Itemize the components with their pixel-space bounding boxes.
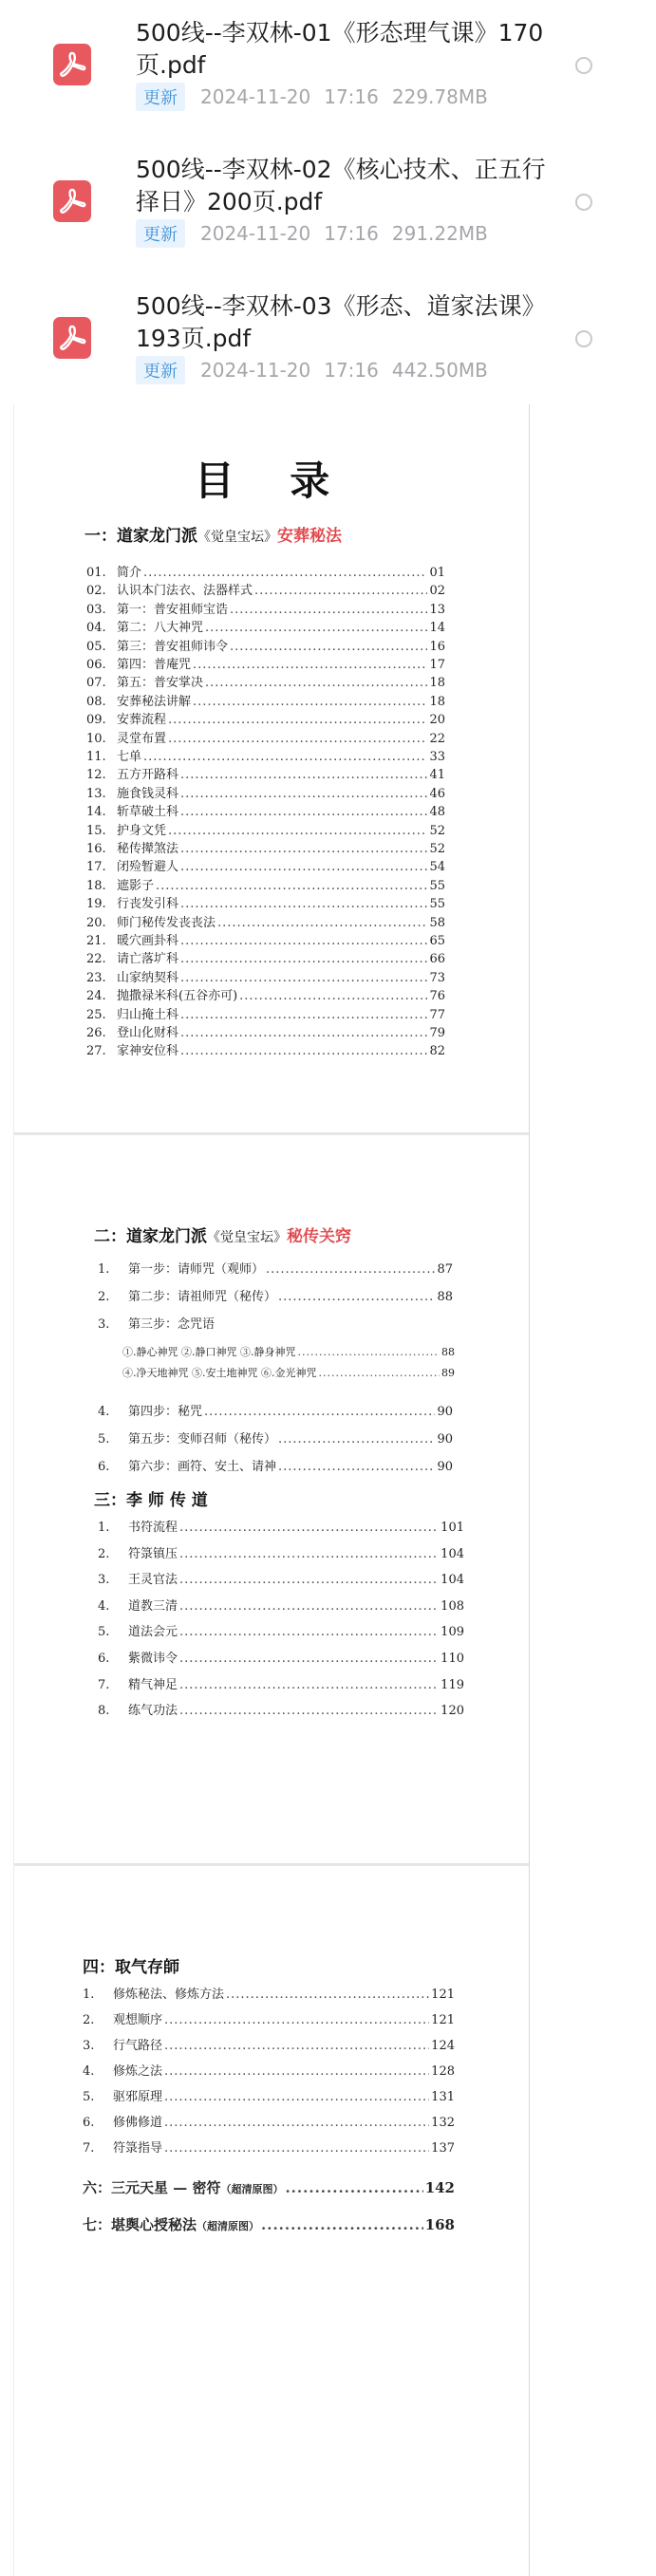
toc-num: 6. xyxy=(83,2116,95,2130)
toc-paren: （超清原图） xyxy=(197,2220,260,2232)
toc-label: 道教三清 xyxy=(128,1598,178,1614)
toc-leader xyxy=(156,879,427,893)
toc-row xyxy=(86,967,445,985)
file-name: 500线--李双林-03《形态、道家法课》193页.pdf xyxy=(136,292,546,352)
toc-page: 14 xyxy=(429,621,445,636)
toc-page: 55 xyxy=(429,878,445,893)
toc-row xyxy=(86,801,445,819)
doc-page-3 xyxy=(13,1866,530,2576)
toc-leader xyxy=(180,934,427,948)
toc-leader xyxy=(205,621,427,635)
toc-page: 88 xyxy=(441,1346,455,1358)
toc-leader xyxy=(180,842,427,856)
toc-leader xyxy=(179,1704,439,1718)
toc-label: 归山掩土科 xyxy=(117,1007,179,1022)
toc-label: 符箓指导 xyxy=(113,2141,163,2156)
toc-row xyxy=(98,1286,453,1304)
file-size: 442.50MB xyxy=(391,359,488,382)
toc-num: 24. xyxy=(86,989,106,1004)
toc-leader xyxy=(285,2179,422,2196)
file-time: 17:16 xyxy=(324,359,379,382)
toc-title: 目 录 xyxy=(194,457,351,504)
file-date: 2024-11-20 xyxy=(200,359,311,382)
toc-num: 6. xyxy=(98,1652,110,1666)
toc-page: 55 xyxy=(429,897,445,912)
toc-num: 23. xyxy=(86,970,106,985)
toc-num: 16. xyxy=(86,842,106,856)
toc-num: 06. xyxy=(86,658,106,672)
toc-num: 2. xyxy=(98,1546,110,1561)
toc-label: 安葬流程 xyxy=(117,713,167,728)
toc-leader xyxy=(261,2216,423,2233)
toc-leader xyxy=(164,2116,429,2130)
toc-page: 65 xyxy=(429,934,445,948)
toc-row xyxy=(86,912,445,930)
toc-label: 简介 xyxy=(117,566,142,580)
toc-leader xyxy=(179,1678,439,1692)
file-item-2[interactable] xyxy=(0,137,656,273)
toc-num: 1. xyxy=(98,1262,110,1277)
file-time: 17:16 xyxy=(324,85,379,108)
toc-label: 施食钱灵科 xyxy=(117,786,179,801)
toc-page: 121 xyxy=(431,2013,455,2027)
toc-row xyxy=(98,1314,453,1332)
pdf-icon xyxy=(53,317,91,359)
toc-leader xyxy=(179,1625,439,1639)
toc-leader xyxy=(230,603,427,617)
toc-row xyxy=(122,1365,455,1380)
toc-num: 22. xyxy=(86,952,106,967)
section-heading: 一：道家龙门派《觉皇宝坛》安葬秘法 xyxy=(84,527,342,546)
toc-leader xyxy=(180,805,427,819)
file-meta xyxy=(136,84,488,110)
toc-row xyxy=(98,1648,464,1666)
toc-leader xyxy=(143,750,427,764)
toc-label: 第一：普安祖师宝诰 xyxy=(117,602,229,617)
toc-num: 07. xyxy=(86,676,106,691)
toc-row xyxy=(98,1456,453,1474)
toc-leader xyxy=(180,952,427,966)
toc-leader xyxy=(164,2090,429,2104)
toc-label: 遮影子 xyxy=(117,878,155,893)
toc-num: 4. xyxy=(83,2064,95,2079)
toc-label: 七：堪舆心授秘法 xyxy=(83,2216,197,2233)
toc-label: 灵堂布置 xyxy=(117,731,167,746)
toc-leader xyxy=(180,768,427,782)
section-heading: 四：取气存師 xyxy=(83,1958,179,1977)
toc-row xyxy=(86,783,445,801)
toc-row xyxy=(86,930,445,948)
toc-leader xyxy=(204,1405,435,1419)
toc-label: 第二步：请祖师咒（秘传） xyxy=(128,1290,277,1304)
toc-leader xyxy=(205,676,427,690)
toc-page: 01 xyxy=(429,566,445,580)
toc-page: 73 xyxy=(429,970,445,985)
toc-page: 124 xyxy=(431,2039,455,2053)
toc-row xyxy=(86,691,445,709)
toc-num: 08. xyxy=(86,694,106,709)
toc-leader xyxy=(180,1026,427,1040)
toc-num: 09. xyxy=(86,713,106,728)
toc-page: 52 xyxy=(429,842,445,856)
toc-leader xyxy=(239,989,427,1003)
toc-page: 33 xyxy=(429,750,445,764)
file-item-1[interactable] xyxy=(0,0,656,137)
toc-page: 109 xyxy=(440,1625,464,1640)
toc-page: 137 xyxy=(431,2141,455,2156)
update-badge: 更新 xyxy=(136,83,185,111)
toc-num: 11. xyxy=(86,750,106,764)
radio-icon[interactable] xyxy=(575,57,592,74)
toc-row xyxy=(98,1700,464,1718)
toc-num: 8. xyxy=(98,1704,110,1719)
toc-num: 3. xyxy=(83,2039,95,2053)
toc-row xyxy=(83,2009,455,2027)
file-size: 291.22MB xyxy=(391,222,488,245)
toc-page: 89 xyxy=(441,1367,455,1379)
toc-leader xyxy=(179,1547,439,1561)
toc-page: 52 xyxy=(429,823,445,838)
toc-page: 108 xyxy=(440,1598,464,1614)
toc-page: 18 xyxy=(429,694,445,709)
toc-num: 4. xyxy=(98,1598,110,1614)
toc-num: 12. xyxy=(86,768,106,783)
toc-num: 4. xyxy=(98,1405,110,1419)
file-meta xyxy=(136,220,488,247)
section-heading: 二：道家龙门派《觉皇宝坛》秘传关窍 xyxy=(94,1227,351,1246)
toc-label: 道法会元 xyxy=(128,1625,178,1640)
toc-leader xyxy=(278,1460,435,1474)
toc-page: 18 xyxy=(429,676,445,691)
toc-row xyxy=(86,562,445,580)
toc-page: 87 xyxy=(437,1262,453,1277)
toc-leader xyxy=(168,824,427,838)
toc-num: 3. xyxy=(98,1573,110,1588)
toc-page: 142 xyxy=(424,2179,455,2196)
toc-row xyxy=(86,838,445,856)
toc-page: 119 xyxy=(440,1677,464,1692)
update-badge: 更新 xyxy=(136,219,185,248)
toc-num: 01. xyxy=(86,566,106,580)
radio-icon[interactable] xyxy=(575,330,592,347)
toc-row xyxy=(86,1004,445,1022)
toc-label: 修佛修道 xyxy=(113,2116,163,2130)
toc-page: 104 xyxy=(440,1573,464,1588)
toc-label: 五方开路科 xyxy=(117,768,179,783)
toc-page: 121 xyxy=(431,1988,455,2002)
toc-num: 02. xyxy=(86,584,106,599)
toc-label: 家神安位科 xyxy=(117,1044,179,1059)
toc-num: 15. xyxy=(86,823,106,838)
toc-leader xyxy=(164,2141,429,2156)
toc-leader xyxy=(179,1521,439,1535)
toc-label: 精气神足 xyxy=(128,1677,178,1692)
toc-label: 紫微讳令 xyxy=(128,1652,178,1666)
toc-leader xyxy=(226,1988,429,2002)
toc-label: 第三：普安祖师讳令 xyxy=(117,639,229,654)
toc-page: 46 xyxy=(429,786,445,801)
toc-page: 16 xyxy=(429,639,445,654)
toc-label: 第四：普庵咒 xyxy=(117,658,192,672)
toc-row xyxy=(83,2061,455,2079)
toc-row xyxy=(83,2214,455,2234)
toc-page: 66 xyxy=(429,952,445,967)
toc-row xyxy=(86,985,445,1003)
toc-label: 六：三元天星 — 密符 xyxy=(83,2179,221,2196)
toc-leader xyxy=(180,1008,427,1022)
toc-num: 03. xyxy=(86,602,106,617)
file-name: 500线--李双林-01《形态理气课》170页.pdf xyxy=(136,19,544,79)
toc-label: 练气功法 xyxy=(128,1704,178,1719)
toc-leader xyxy=(179,1599,439,1614)
toc-label: 师门秘传发丧丧法 xyxy=(117,915,216,930)
toc-label: 闭殓暂避人 xyxy=(117,860,179,875)
toc-leader xyxy=(230,640,427,654)
toc-row xyxy=(86,746,445,764)
toc-row xyxy=(86,893,445,911)
toc-row xyxy=(83,2137,455,2156)
toc-label: ①.静心神咒 ②.静口神咒 ③.静身神咒 xyxy=(122,1346,296,1358)
toc-num: 27. xyxy=(86,1044,106,1059)
toc-leader xyxy=(164,2013,429,2027)
toc-label: 认识本门法衣、法器样式 xyxy=(117,584,253,599)
toc-page: 79 xyxy=(429,1026,445,1040)
toc-label: 山家纳契科 xyxy=(117,970,179,985)
toc-leader xyxy=(266,1262,435,1277)
toc-leader xyxy=(180,897,427,911)
toc-leader xyxy=(164,2064,429,2079)
toc-leader xyxy=(180,787,427,801)
toc-leader xyxy=(168,713,427,727)
toc-row xyxy=(86,617,445,635)
toc-row xyxy=(86,1040,445,1058)
toc-num: 5. xyxy=(83,2090,95,2104)
toc-page: 88 xyxy=(437,1290,453,1304)
toc-page: 22 xyxy=(429,731,445,746)
toc-label: 七单 xyxy=(117,750,142,764)
toc-label: 抛撒禄米科(五谷亦可) xyxy=(117,989,238,1004)
file-meta xyxy=(136,357,488,383)
toc-num: 10. xyxy=(86,731,106,746)
toc-leader xyxy=(180,860,427,874)
toc-row xyxy=(83,1984,455,2002)
toc-num: 05. xyxy=(86,639,106,654)
toc-label: 修炼之法 xyxy=(113,2064,163,2079)
toc-label: 第四步：秘咒 xyxy=(128,1405,203,1419)
toc-num: 7. xyxy=(83,2141,95,2156)
toc-page: 82 xyxy=(429,1044,445,1059)
toc-label: 第六步：画符、安土、请神 xyxy=(128,1460,277,1474)
toc-row xyxy=(98,1517,464,1535)
toc-page: 48 xyxy=(429,805,445,820)
toc-page: 54 xyxy=(429,860,445,875)
toc-row xyxy=(98,1259,453,1277)
toc-label: 行气路径 xyxy=(113,2039,163,2053)
toc-row xyxy=(86,580,445,598)
toc-row xyxy=(86,856,445,874)
toc-page: 90 xyxy=(437,1432,453,1447)
toc-page: 90 xyxy=(437,1460,453,1474)
toc-leader xyxy=(217,916,427,930)
toc-num: 6. xyxy=(98,1460,110,1474)
toc-page: 128 xyxy=(431,2064,455,2079)
toc-num: 1. xyxy=(98,1521,110,1535)
toc-label: 安葬秘法讲解 xyxy=(117,694,192,709)
toc-label: 书符流程 xyxy=(128,1521,178,1535)
toc-num: 5. xyxy=(98,1625,110,1640)
toc-page: 101 xyxy=(440,1521,464,1535)
toc-leader xyxy=(193,658,427,672)
toc-row xyxy=(98,1401,453,1419)
toc-row xyxy=(86,599,445,617)
toc-num: 2. xyxy=(83,2013,95,2027)
toc-leader xyxy=(164,2039,429,2053)
toc-leader xyxy=(297,1346,440,1358)
toc-row xyxy=(83,2035,455,2053)
toc-label: 行丧发引科 xyxy=(117,897,179,912)
toc-row xyxy=(86,820,445,838)
toc-label: 修炼秘法、修炼方法 xyxy=(113,1988,225,2002)
toc-leader xyxy=(318,1367,440,1379)
toc-label: 王灵官法 xyxy=(128,1573,178,1588)
toc-row xyxy=(98,1621,464,1639)
toc-label: 登山化财科 xyxy=(117,1026,179,1040)
toc-page: 90 xyxy=(437,1405,453,1419)
radio-icon[interactable] xyxy=(575,194,592,211)
toc-page: 132 xyxy=(431,2116,455,2130)
toc-page: 13 xyxy=(429,602,445,617)
toc-leader xyxy=(180,1044,427,1058)
toc-leader xyxy=(193,695,427,709)
toc-label: 第五：普安掌决 xyxy=(117,676,204,691)
toc-page: 104 xyxy=(440,1546,464,1561)
toc-num: 13. xyxy=(86,786,106,801)
toc-row xyxy=(98,1569,464,1587)
toc-num: 20. xyxy=(86,915,106,930)
file-item-3[interactable] xyxy=(0,273,656,410)
toc-label: ④.净天地神咒 ⑤.安土地神咒 ⑥.金光神咒 xyxy=(122,1367,317,1379)
toc-row xyxy=(86,636,445,654)
file-time: 17:16 xyxy=(324,222,379,245)
toc-num: 2. xyxy=(98,1290,110,1304)
toc-row xyxy=(86,764,445,782)
toc-row xyxy=(86,948,445,966)
toc-row xyxy=(83,2112,455,2130)
toc-num: 04. xyxy=(86,621,106,636)
toc-num: 5. xyxy=(98,1432,110,1447)
toc-num: 3. xyxy=(98,1317,110,1332)
pdf-icon xyxy=(53,180,91,222)
toc-row xyxy=(86,875,445,893)
toc-num: 19. xyxy=(86,897,106,912)
toc-row xyxy=(83,2086,455,2104)
toc-leader xyxy=(179,1573,439,1587)
toc-num: 21. xyxy=(86,934,106,948)
toc-row xyxy=(98,1596,464,1614)
toc-page: 41 xyxy=(429,768,445,783)
toc-page: 76 xyxy=(429,989,445,1004)
toc-leader xyxy=(180,971,427,985)
toc-row xyxy=(86,1022,445,1040)
toc-page: 02 xyxy=(429,584,445,599)
toc-leader xyxy=(278,1290,435,1304)
toc-num: 17. xyxy=(86,860,106,875)
toc-leader xyxy=(179,1652,439,1666)
toc-row xyxy=(86,672,445,690)
toc-num: 7. xyxy=(98,1677,110,1692)
toc-label: 斩草破土科 xyxy=(117,805,179,820)
doc-page-1 xyxy=(13,404,530,1135)
toc-leader xyxy=(254,584,427,598)
toc-row xyxy=(122,1344,455,1359)
file-name: 500线--李双林-02《核心技术、正五行择日》200页.pdf xyxy=(136,156,546,215)
toc-paren: （超清原图） xyxy=(220,2183,284,2195)
toc-num: 1. xyxy=(83,1988,95,2002)
toc-num: 25. xyxy=(86,1007,106,1022)
doc-page-2 xyxy=(13,1135,530,1866)
toc-label: 符箓镇压 xyxy=(128,1546,178,1561)
toc-label: 第一步：请师咒（观师） xyxy=(128,1262,265,1277)
toc-num: 14. xyxy=(86,805,106,820)
toc-page: 58 xyxy=(429,915,445,930)
toc-row xyxy=(98,1428,453,1447)
toc-label: 护身文凭 xyxy=(117,823,167,838)
toc-row xyxy=(98,1674,464,1692)
toc-num: 26. xyxy=(86,1026,106,1040)
file-date: 2024-11-20 xyxy=(200,222,311,245)
toc-row xyxy=(86,728,445,746)
toc-page: 20 xyxy=(429,713,445,728)
section-heading: 三：李 师 传 道 xyxy=(94,1491,208,1510)
toc-leader xyxy=(143,566,427,580)
pdf-icon xyxy=(53,44,91,85)
toc-label: 驱邪原理 xyxy=(113,2090,163,2104)
toc-row xyxy=(86,654,445,672)
file-size: 229.78MB xyxy=(391,85,488,108)
update-badge: 更新 xyxy=(136,356,185,384)
toc-label: 秘传撵煞法 xyxy=(117,842,179,856)
toc-page: 77 xyxy=(429,1007,445,1022)
toc-page: 110 xyxy=(440,1652,464,1666)
toc-row xyxy=(83,2177,455,2197)
toc-num: 18. xyxy=(86,878,106,893)
toc-label: 暖穴画卦科 xyxy=(117,934,179,948)
toc-leader xyxy=(278,1432,435,1447)
toc-row xyxy=(98,1543,464,1561)
toc-label: 第二：八大神咒 xyxy=(117,621,204,636)
toc-label: 第五步：变师召师（秘传） xyxy=(128,1432,277,1447)
toc-label: 请亡落圹科 xyxy=(117,952,179,967)
toc-page: 17 xyxy=(429,658,445,672)
file-date: 2024-11-20 xyxy=(200,85,311,108)
toc-page: 131 xyxy=(431,2090,455,2104)
toc-row xyxy=(86,709,445,727)
toc-label: 第三步：念咒语 xyxy=(128,1317,216,1332)
toc-label: 观想顺序 xyxy=(113,2013,163,2027)
toc-page: 120 xyxy=(440,1704,464,1719)
toc-leader xyxy=(168,732,427,746)
toc-page: 168 xyxy=(424,2216,455,2233)
